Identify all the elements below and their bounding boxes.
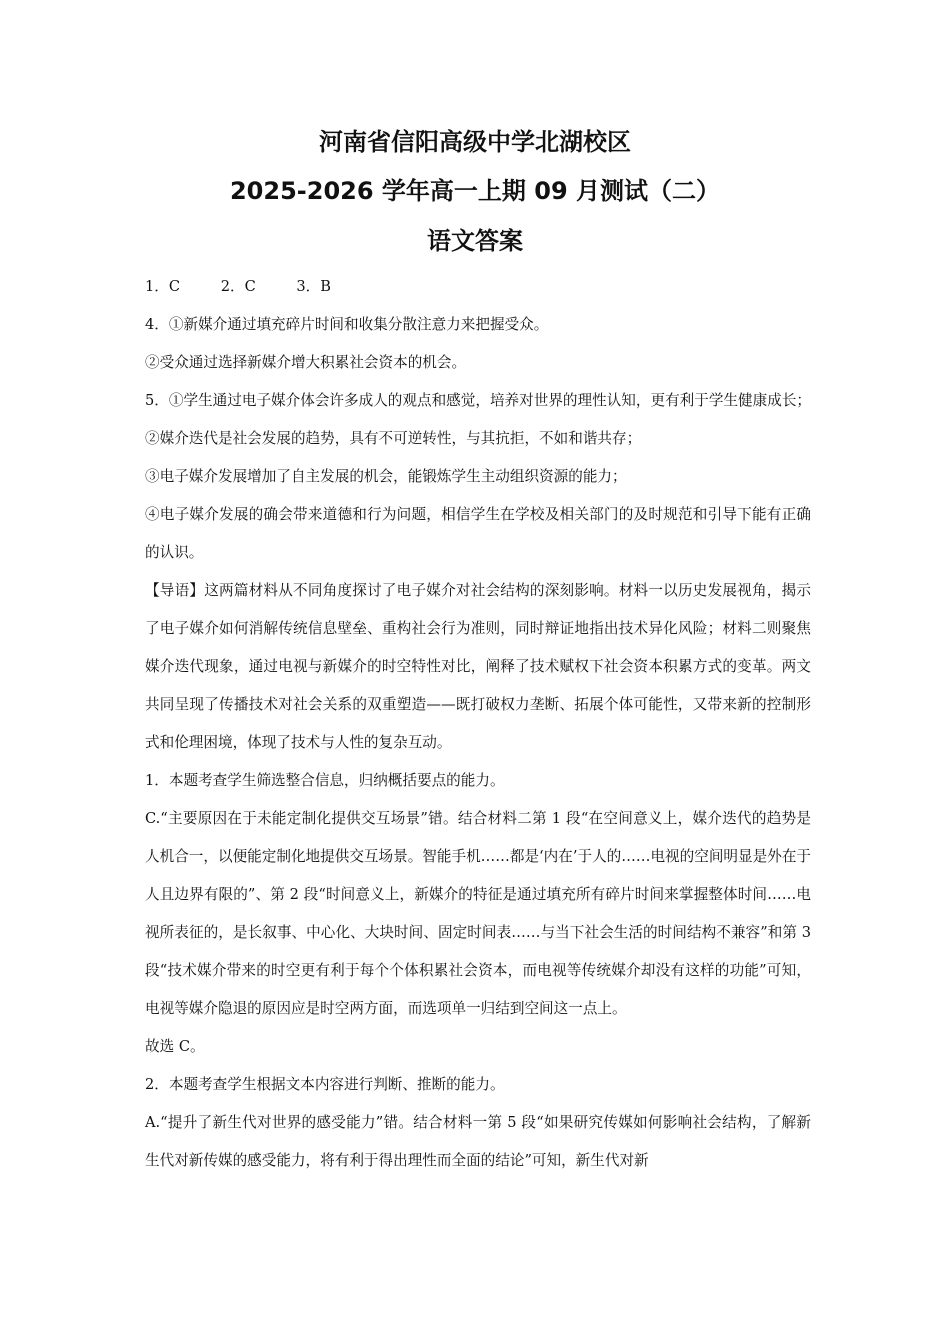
title-school: 河南省信阳高级中学北湖校区 [319,128,631,156]
paragraph: 【导语】这两篇材料从不同角度探讨了电子媒介对社会结构的深刻影响。材料一以历史发展视角，揭示了电子媒介如何消解传统信息壁垒、重构社会行为准则，同时辩证地指出技术异化风险；材料二则聚焦媒介迭代现象，通过电视与新媒介的时空特性对比，阐释了技术赋权下社会资本积累方式的变革。两文共同呈现了传播技术对社会关系的双重塑造——既打破权力垄断、拓展个体可能性，又带来新的控制形式和伦理困境，体现了技术与人性的复杂互动。 [145,582,811,751]
paragraph: ④电子媒介发展的确会带来道德和行为问题，相信学生在学校及相关部门的及时规范和引导下能有正确的认识。 [145,506,811,561]
paragraph: 5．①学生通过电子媒介体会许多成人的观点和感觉，培养对世界的理性认知，更有利于学生健康成长； [145,392,812,409]
paragraph: A.“提升了新生代对世界的感受能力”错。结合材料一第 5 段“如果研究传媒如何影响社会结构，了解新生代对新传媒的感受能力，将有利于得出理性而全面的结论”可知，新生代对新 [145,1114,811,1169]
title-subject: 语文答案 [427,227,523,255]
paragraph: 故选 C。 [145,1038,205,1055]
paragraph: ②受众通过选择新媒介增大积累社会资本的机会。 [145,354,467,371]
paragraph: 2．本题考查学生根据文本内容进行判断、推断的能力。 [145,1076,505,1093]
answer-3: 3．B [296,278,331,295]
paragraph: C.“主要原因在于未能定制化提供交互场景”错。结合材料二第 1 段“在空间意义上，媒介迭代的趋势是人机合一，以便能定制化地提供交互场景。智能手机……都是‘内在’于人的……电视的空间明显是外在于人且边界有限的”、第 2 段“时间意义上，新媒介的特征是通过填充所有碎片时间来掌握整体时间……电视所表征的，是长叙事、中心化、大块时间、固定时间表……与当下社会生活的时间结构不兼容”和第 3 段“技术媒介带来的时空更有利于每个个体积累社会资本，而电视等传统媒介却没有这样的功能”可知，电视等媒介隐退的原因应是时空两方面，而选项单一归结到空间这一点上。 [145,810,812,1017]
answer-2: 2．C [220,278,256,295]
choice-answers [145,268,811,306]
title-exam: 2025-2026 学年高一上期 09 月测试（二） [229,177,721,205]
paragraph: ②媒介迭代是社会发展的趋势，具有不可逆转性，与其抗拒，不如和谐共存； [145,430,642,447]
answer-body [145,268,811,1180]
paragraph: 4．①新媒介通过填充碎片时间和收集分散注意力来把握受众。 [145,316,549,333]
paragraph: 1．本题考查学生筛选整合信息，归纳概括要点的能力。 [145,772,505,789]
paragraph: ③电子媒介发展增加了自主发展的机会，能锻炼学生主动组织资源的能力； [145,468,627,485]
answer-1: 1．C [145,278,181,295]
